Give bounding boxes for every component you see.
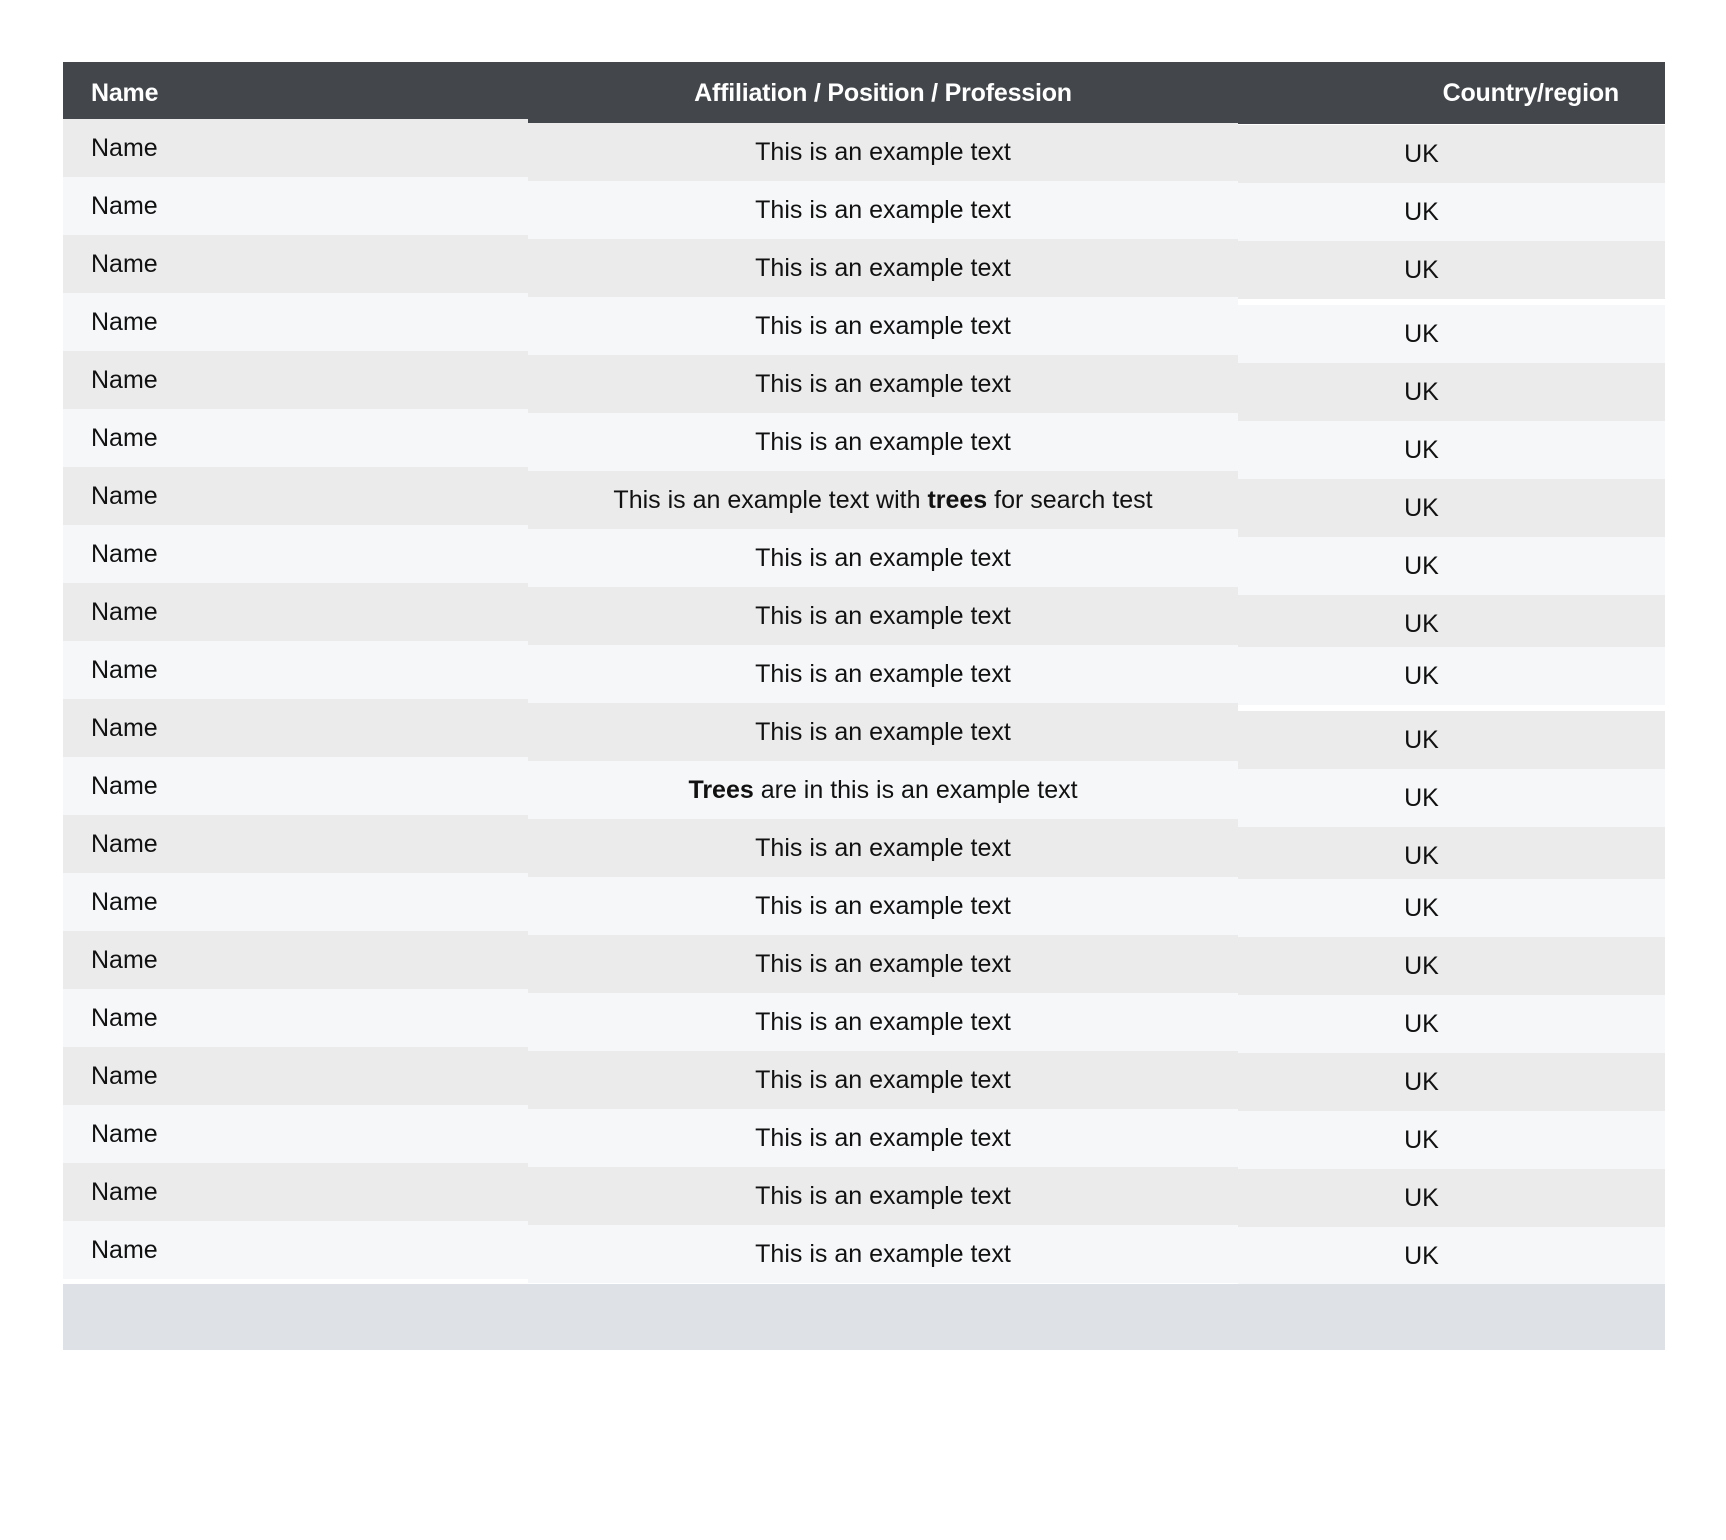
affiliation-text: This is an example text — [755, 1239, 1011, 1268]
cell-name: Name — [91, 655, 158, 684]
table-row[interactable] — [63, 124, 1665, 182]
table-row[interactable] — [63, 1226, 1665, 1284]
cell-affiliation — [528, 1225, 1238, 1283]
cell-name: Name — [91, 1177, 158, 1206]
cell-country: UK — [1404, 1067, 1439, 1096]
cell-affiliation — [528, 645, 1238, 703]
affiliation-text: This is an example text — [755, 891, 1011, 920]
cell-country: UK — [1404, 661, 1439, 690]
table-row[interactable] — [63, 240, 1665, 298]
cell-name: Name — [91, 249, 158, 278]
cell-affiliation — [528, 123, 1238, 181]
table-row[interactable] — [63, 994, 1665, 1052]
cell-country: UK — [1404, 783, 1439, 812]
cell-country: UK — [1404, 255, 1439, 284]
cell-name: Name — [91, 1003, 158, 1032]
cell-affiliation — [528, 993, 1238, 1051]
table-head — [63, 62, 1665, 124]
cell-affiliation — [528, 587, 1238, 645]
cell-country: UK — [1404, 1125, 1439, 1154]
affiliation-text: This is an example text — [755, 543, 1011, 572]
cell-name: Name — [91, 307, 158, 336]
cell-name: Name — [91, 829, 158, 858]
table-row[interactable] — [63, 182, 1665, 240]
cell-affiliation — [528, 529, 1238, 587]
affiliation-text-tail: for search test — [987, 485, 1153, 514]
cell-affiliation — [528, 239, 1238, 297]
affiliation-text: This is an example text — [755, 659, 1011, 688]
table-footer-bar — [63, 1284, 1665, 1350]
table-row[interactable] — [63, 878, 1665, 936]
table-row[interactable] — [63, 356, 1665, 414]
cell-country: UK — [1404, 841, 1439, 870]
affiliation-text: This is an example text — [755, 1065, 1011, 1094]
cell-country: UK — [1404, 197, 1439, 226]
affiliation-text: This is an example text with — [613, 485, 928, 514]
cell-name: Name — [91, 945, 158, 974]
cell-affiliation — [528, 1167, 1238, 1225]
cell-name: Name — [91, 539, 158, 568]
cell-affiliation — [528, 1109, 1238, 1167]
cell-affiliation — [528, 413, 1238, 471]
table-row[interactable] — [63, 588, 1665, 646]
affiliation-text: This is an example text — [755, 717, 1011, 746]
cell-affiliation — [528, 703, 1238, 761]
affiliation-text: This is an example text — [755, 1123, 1011, 1152]
cell-affiliation — [528, 819, 1238, 877]
data-table — [63, 62, 1665, 1284]
affiliation-text: This is an example text — [755, 427, 1011, 456]
affiliation-text: This is an example text — [755, 601, 1011, 630]
cell-name: Name — [91, 481, 158, 510]
table-row[interactable] — [63, 472, 1665, 530]
affiliation-highlight: Trees — [688, 775, 754, 804]
cell-affiliation — [528, 355, 1238, 413]
affiliation-text: This is an example text — [755, 137, 1011, 166]
table-container — [63, 62, 1665, 1350]
cell-name: Name — [91, 771, 158, 800]
table-row[interactable] — [63, 1052, 1665, 1110]
cell-name: Name — [91, 1061, 158, 1090]
cell-name: Name — [91, 887, 158, 916]
cell-country: UK — [1404, 893, 1439, 922]
table-header-row — [63, 62, 1665, 124]
cell-name: Name — [91, 597, 158, 626]
cell-country: UK — [1404, 609, 1439, 638]
cell-country: UK — [1404, 139, 1439, 168]
cell-affiliation — [528, 761, 1238, 819]
cell-country: UK — [1404, 1183, 1439, 1212]
table-row[interactable] — [63, 820, 1665, 878]
cell-name: Name — [91, 365, 158, 394]
table-row[interactable] — [63, 646, 1665, 704]
affiliation-text: This is an example text — [755, 369, 1011, 398]
table-row[interactable] — [63, 936, 1665, 994]
cell-affiliation — [528, 471, 1238, 529]
column-header-affiliation[interactable]: Affiliation / Position / Profession — [694, 78, 1072, 107]
cell-name: Name — [91, 1235, 158, 1264]
cell-affiliation — [528, 297, 1238, 355]
table-row[interactable] — [63, 298, 1665, 356]
column-header-country[interactable]: Country/region — [1442, 78, 1619, 107]
affiliation-text: This is an example text — [755, 833, 1011, 862]
table-row[interactable] — [63, 414, 1665, 472]
cell-name: Name — [91, 423, 158, 452]
cell-name: Name — [91, 1119, 158, 1148]
cell-name: Name — [91, 191, 158, 220]
table-row[interactable] — [63, 1168, 1665, 1226]
cell-name: Name — [91, 713, 158, 742]
cell-country: UK — [1404, 1009, 1439, 1038]
cell-country: UK — [1404, 1241, 1439, 1270]
cell-name: Name — [91, 133, 158, 162]
table-row[interactable] — [63, 704, 1665, 762]
cell-affiliation — [528, 935, 1238, 993]
column-header-name[interactable]: Name — [91, 78, 159, 107]
affiliation-text-tail: are in this is an example text — [753, 775, 1078, 804]
cell-country: UK — [1404, 319, 1439, 348]
cell-affiliation — [528, 181, 1238, 239]
cell-affiliation — [528, 1051, 1238, 1109]
table-row[interactable] — [63, 762, 1665, 820]
affiliation-text: This is an example text — [755, 195, 1011, 224]
affiliation-text: This is an example text — [755, 311, 1011, 340]
cell-affiliation — [528, 877, 1238, 935]
cell-country: UK — [1404, 725, 1439, 754]
table-row[interactable] — [63, 530, 1665, 588]
cell-country: UK — [1404, 493, 1439, 522]
table-row[interactable] — [63, 1110, 1665, 1168]
table-body — [63, 124, 1665, 1284]
affiliation-text: This is an example text — [755, 253, 1011, 282]
cell-country: UK — [1404, 377, 1439, 406]
affiliation-text: This is an example text — [755, 949, 1011, 978]
affiliation-text: This is an example text — [755, 1007, 1011, 1036]
affiliation-highlight: trees — [927, 485, 988, 514]
cell-country: UK — [1404, 951, 1439, 980]
cell-country: UK — [1404, 435, 1439, 464]
cell-country: UK — [1404, 551, 1439, 580]
affiliation-text: This is an example text — [755, 1181, 1011, 1210]
